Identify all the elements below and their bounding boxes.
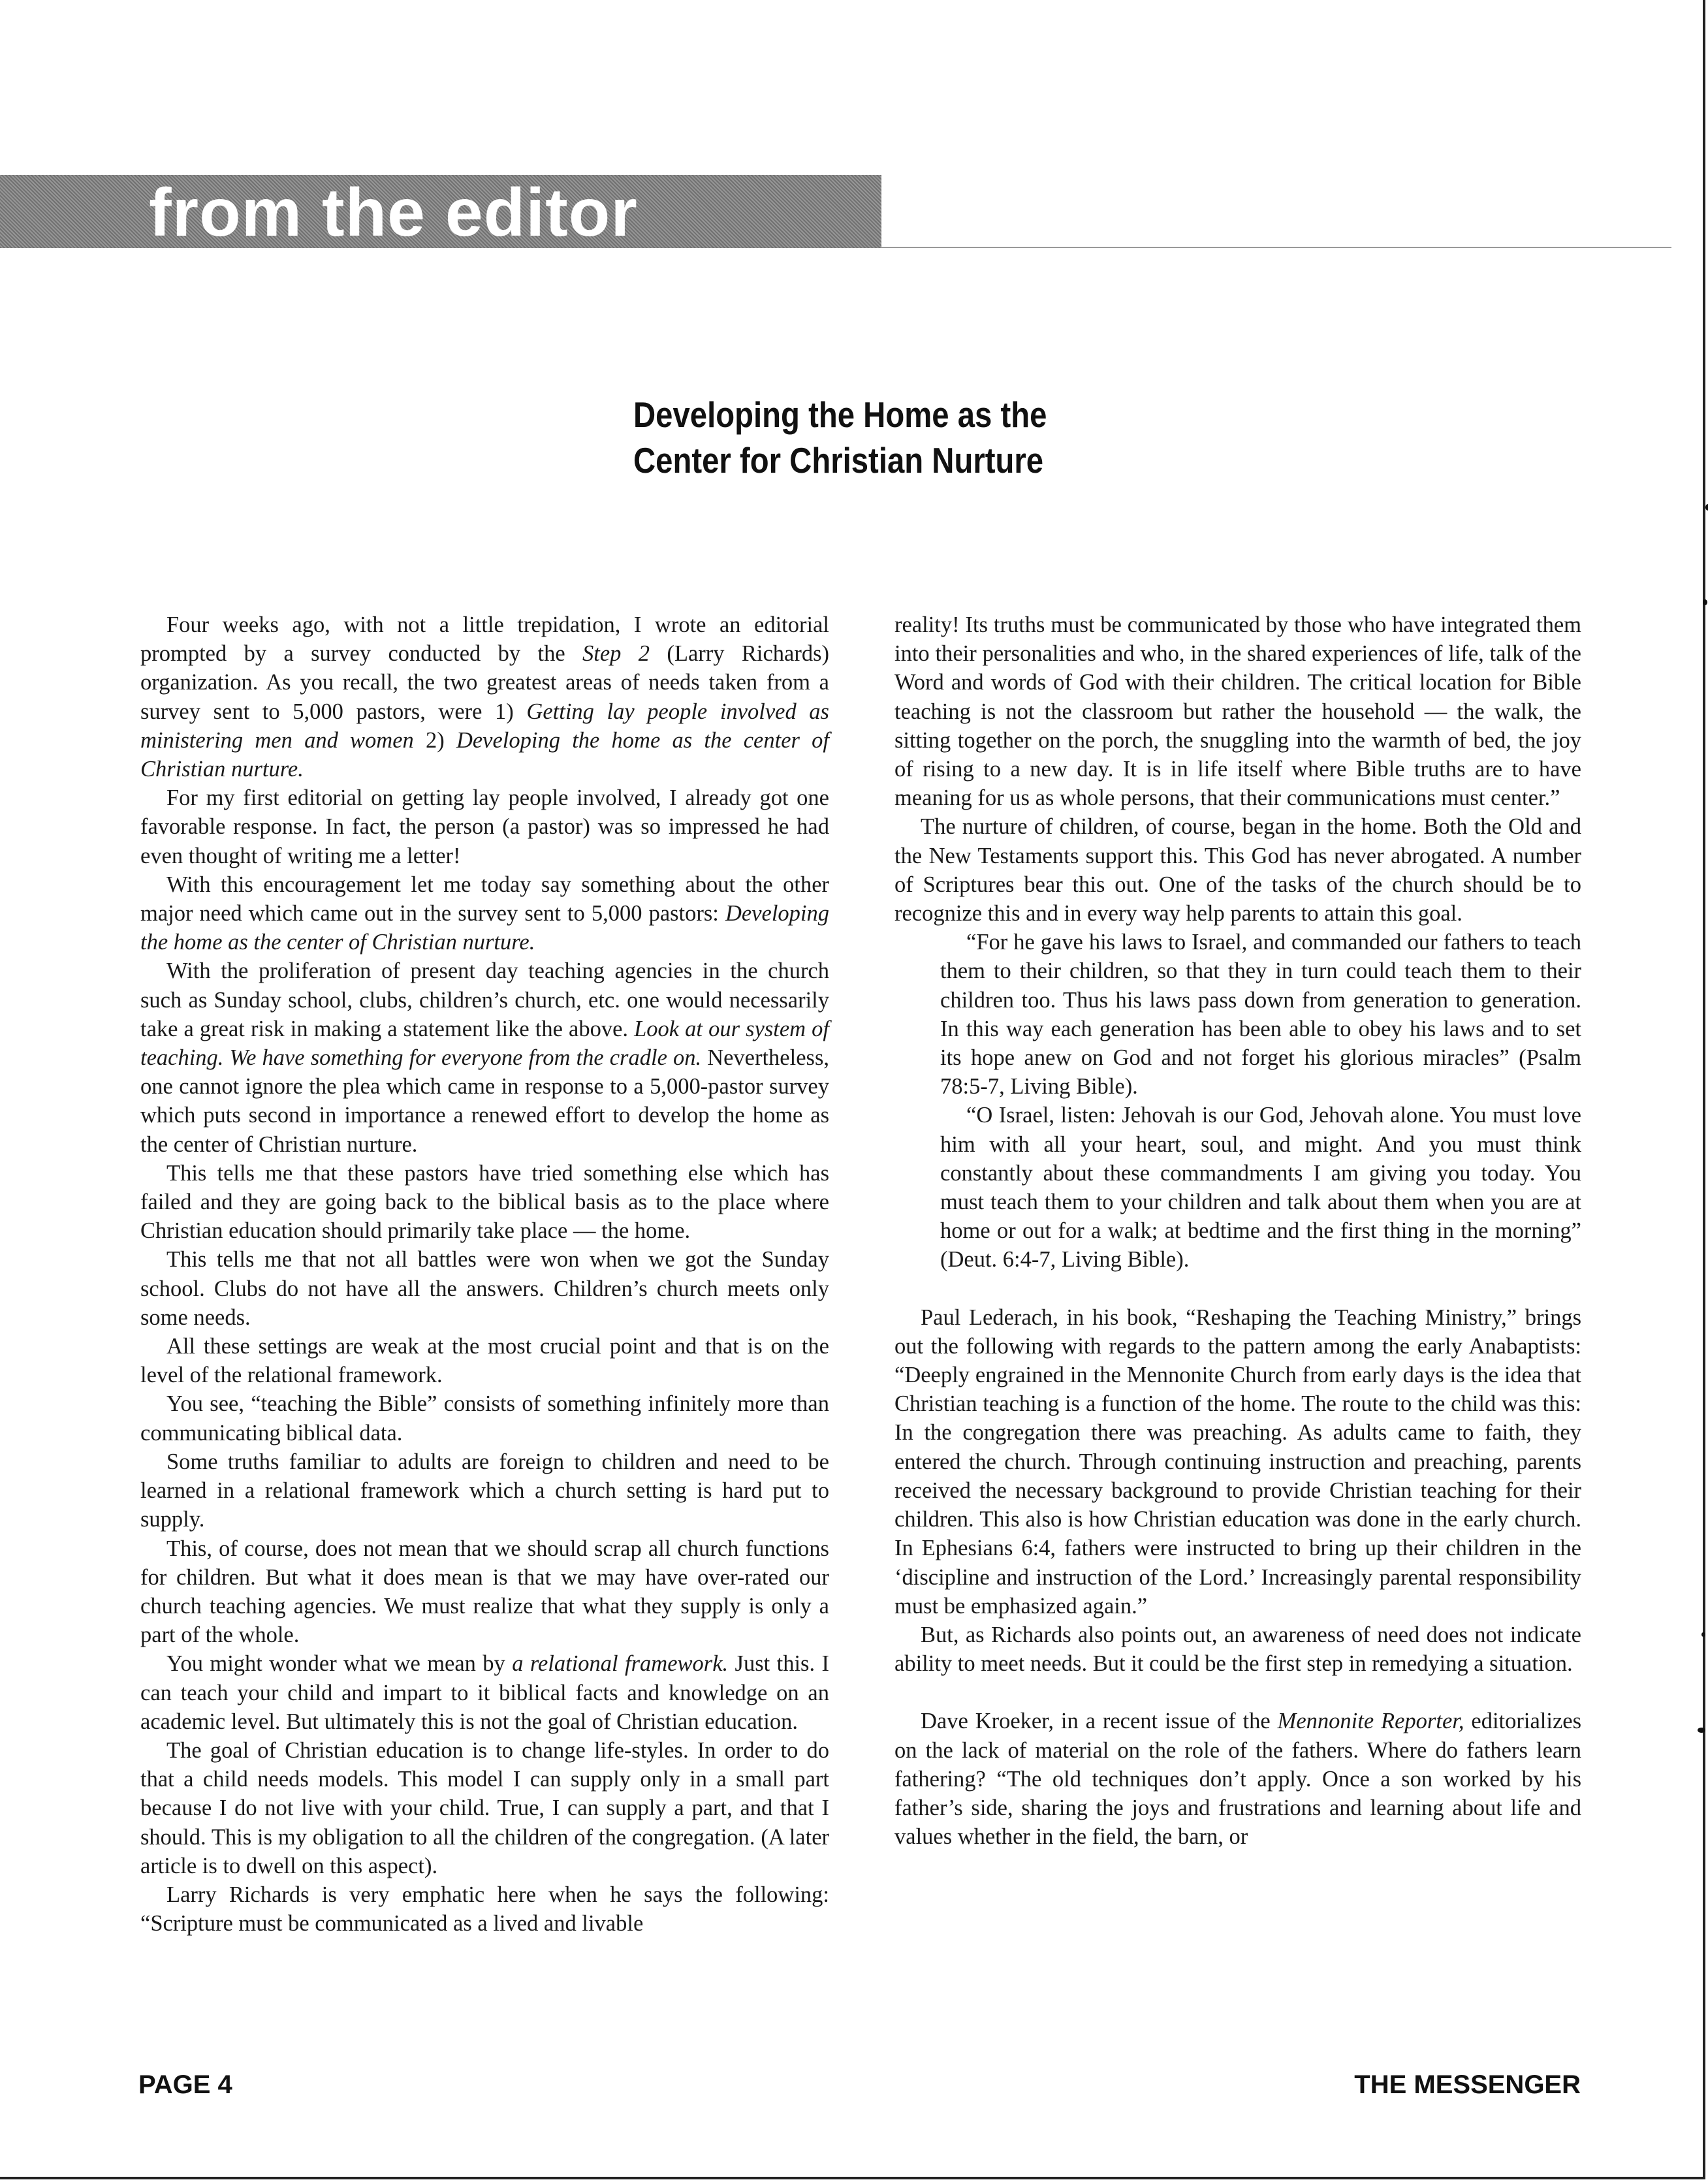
text-run: Four weeks ago, with not a little trepidation, I wrote an editorial prompted by a survey conducted by the xyxy=(140,612,829,667)
text-run: The goal of Christian education is to change life-styles. In order to do that a child needs models. This model I can supply only in a small part because I do not live with your child. True, I can supply a part, and that I should. This is my obligation to all the children of the congregation. (A later article is to dwell on this aspect). xyxy=(140,1737,829,1878)
left-paragraph-3 xyxy=(140,870,829,957)
paragraph-lederach: Paul Lederach, in his book, “Reshaping the Teaching Ministry,” brings out the following with regards to the pattern among the early Anabaptists: “Deeply engrained in the Mennonite Church from early days is the idea that Christian teaching is a function of the home. The route to the child was this: In the congregation there was preaching. As adults came to faith, they entered the church. Through continuing instruction and preaching, parents received the necessary background to provide Christian teaching for their children. This also is how Christian education was done in the early church. In Ephesians 6:4, fathers were instructed to bring up their children in the ‘discipline and instruction of the Lord.’ Increasingly parental responsibility must be emphasized again.” xyxy=(894,1304,1581,1619)
print-speck xyxy=(1701,1632,1705,1637)
headline-line-1: Developing the Home as the xyxy=(633,394,1047,435)
text-run: With the proliferation of present day teaching agencies in the church such as Sunday school, clubs, children’s church, etc. one would necessarily take a great risk in making a statement like the above. xyxy=(140,958,829,1041)
right-column xyxy=(894,610,1581,1851)
page-number: PAGE 4 xyxy=(138,2070,232,2099)
text-run: editorializes on the lack of material on the role of the fathers. Where do fathers learn fathering? “The old techniques don’t apply. Once a son worked by his father’s side, sharing the joys and frustrations and learning about life and values whether in the field, the barn, or xyxy=(894,1709,1581,1850)
left-paragraph-9 xyxy=(140,1447,829,1534)
paragraph-nurture: The nurture of children, of course, began in the home. Both the Old and the New Testaments support this. This God has never abrogated. A number of Scriptures bear this out. One of the tasks of the church should be to recognize this and in every way help parents to attain this goal. xyxy=(894,814,1581,926)
italic-text: Step 2 xyxy=(582,641,650,667)
left-paragraph-1 xyxy=(140,610,829,783)
text-run: 2) xyxy=(413,727,456,753)
left-paragraph-8 xyxy=(140,1389,829,1447)
paragraph-richards: But, as Richards also points out, an awareness of need does not indicate ability to meet needs. But it could be the first step in remedying a situation. xyxy=(894,1622,1581,1677)
text-run: Nevertheless, one cannot ignore the plea which came in response to a 5,000-pastor survey which puts second in importance a renewed effort to develop the home as the center of Christian nurture. xyxy=(140,1045,829,1157)
italic-text: Look at our system of teaching. We have something for everyone from the cradle on. xyxy=(140,1016,829,1071)
text-run: (Larry Richards) organization. As you recall, the two greatest areas of needs taken from a survey sent to 5,000 pastors, were 1) xyxy=(140,641,829,724)
scripture-quote-psalm: “For he gave his laws to Israel, and commanded our fathers to teach them to their children, so that they in turn could teach them to their children too. Thus his laws pass down from generation to generation. In this way each generation has been able to obey his laws and to set its hope anew on God and not forget his glorious miracles” (Psalm 78:5-7, Living Bible). xyxy=(940,930,1581,1099)
print-speck xyxy=(1703,599,1707,605)
left-paragraph-2 xyxy=(140,783,829,870)
article-headline xyxy=(633,392,1307,483)
publication-name: THE MESSENGER xyxy=(1354,2070,1581,2099)
italic-text: a relational framework. xyxy=(512,1651,729,1677)
italic-text: Mennonite Reporter, xyxy=(1277,1709,1464,1734)
italic-text: Developing the home as the center of Christian nurture. xyxy=(140,901,829,955)
text-run: With this encouragement let me today say something about the other major need which came out in the survey sent to 5,000 pastors: xyxy=(140,872,829,926)
text-run: This, of course, does not mean that we should scrap all church functions for children. But what it does mean is that we may have over-rated our church teaching agencies. We must realize that what they supply is only a part of the whole. xyxy=(140,1536,829,1648)
left-paragraph-6 xyxy=(140,1245,829,1332)
headline-line-2: Center for Christian Nurture xyxy=(633,440,1044,481)
text-run: Just this. I can teach your child and impart to it biblical facts and knowledge on an academic level. But ultimately this is not the goal of Christian education. xyxy=(140,1651,829,1734)
print-speck xyxy=(1705,504,1708,511)
left-paragraph-10 xyxy=(140,1534,829,1650)
left-paragraph-11 xyxy=(140,1649,829,1736)
header-rule xyxy=(881,247,1671,248)
paragraph-kroeker xyxy=(894,1707,1581,1851)
text-run: All these settings are weak at the most crucial point and that is on the level of the relational framework. xyxy=(140,1334,829,1388)
left-paragraph-4 xyxy=(140,957,829,1158)
left-paragraph-7 xyxy=(140,1332,829,1389)
text-run: Dave Kroeker, in a recent issue of the xyxy=(921,1709,1278,1734)
text-run: Some truths familiar to adults are foreign to children and need to be learned in a relational framework which a church setting is hard put to supply. xyxy=(140,1449,829,1532)
text-run: For my first editorial on getting lay people involved, I already got one favorable response. In fact, the person (a pastor) was so impressed he had even thought of writing me a letter! xyxy=(140,785,829,868)
left-paragraph-13 xyxy=(140,1880,829,1938)
section-banner-title: from the editor xyxy=(149,175,638,251)
paragraph-continuation: reality! Its truths must be communicated by those who have integrated them into their personalities and who, in the shared experiences of life, talk of the Word and words of God with their children. The critical location for Bible teaching is not the classroom but rather the household — the walk, the sitting together on the porch, the snuggling into the warmth of bed, the joy of rising to a new day. It is in life itself where Bible truths are to have meaning for us as whole persons, that their communications must center.” xyxy=(894,612,1581,811)
text-run: You might wonder what we mean by xyxy=(166,1651,513,1677)
text-run: You see, “teaching the Bible” consists of something infinitely more than communicating biblical data. xyxy=(140,1391,829,1446)
scripture-quote-deuteronomy: “O Israel, listen: Jehovah is our God, Jehovah alone. You must love him with all your heart, soul, and might. And you must think constantly about these commandments I am giving you today. You must teach them to your children and talk about them when you are at home or out for a walk; at bedtime and the first thing in the morning” (Deut. 6:4-7, Living Bible). xyxy=(940,1103,1581,1273)
text-run: Larry Richards is very emphatic here when he says the following: “Scripture must be communicated as a lived and livable xyxy=(140,1882,829,1937)
left-paragraph-5 xyxy=(140,1159,829,1246)
left-paragraph-12 xyxy=(140,1736,829,1880)
text-run: This tells me that not all battles were won when we got the Sunday school. Clubs do not have all the answers. Children’s church meets only some needs. xyxy=(140,1247,829,1330)
left-column xyxy=(140,610,829,1938)
italic-text: Getting lay people involved as ministering men and women xyxy=(140,699,829,753)
italic-text: Developing the home as the center of Christian nurture. xyxy=(140,727,829,782)
print-speck xyxy=(1698,1728,1705,1733)
text-run: This tells me that these pastors have tried something else which has failed and they are going back to the biblical basis as to the place where Christian education should primarily take place — the home. xyxy=(140,1160,829,1244)
